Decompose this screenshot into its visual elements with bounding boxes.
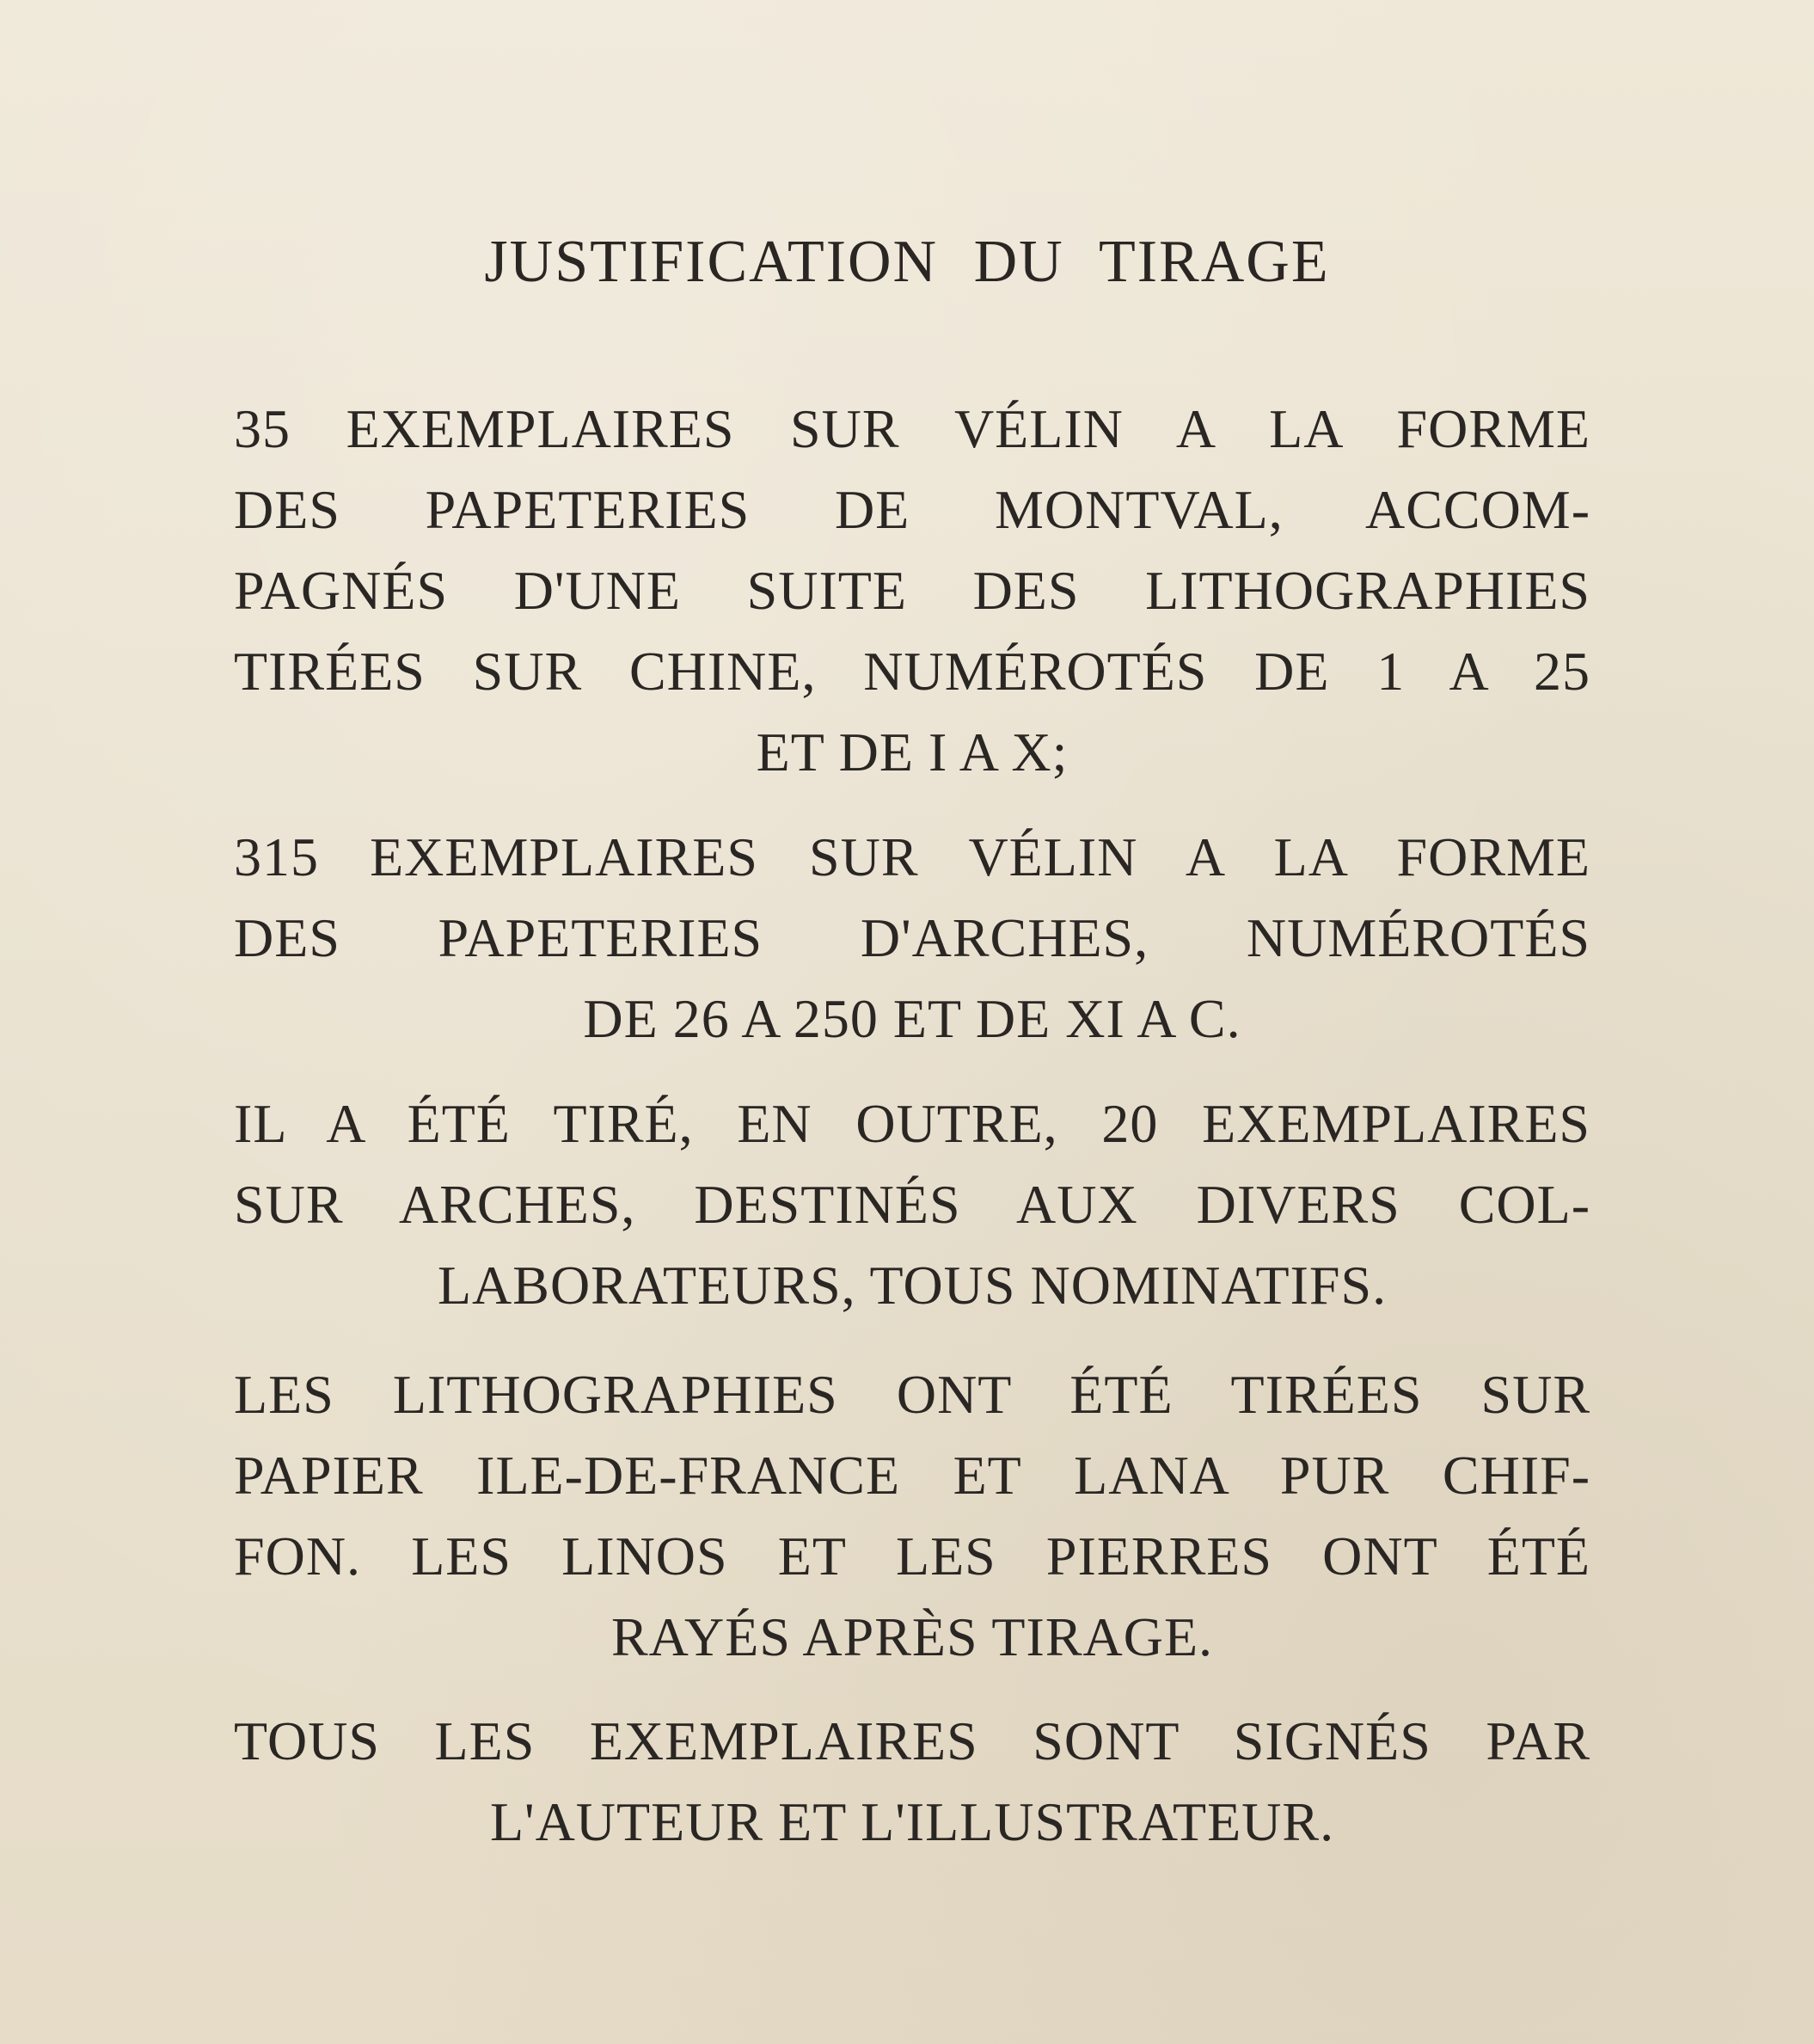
paragraph-5-line-2: L'AUTEUR ET L'ILLUSTRATEUR.: [489, 1791, 1335, 1852]
paragraph-2-line-2: DES PAPETERIES D'ARCHES, NUMÉROTÉS: [234, 907, 1590, 968]
paragraph-1: [234, 389, 1590, 793]
paragraph-4-line-4: RAYÉS APRÈS TIRAGE.: [610, 1606, 1214, 1667]
paragraph-1-line-5: ET DE I A X;: [756, 721, 1069, 783]
paragraph-1-line-1: 35 EXEMPLAIRES SUR VÉLIN A LA FORME: [234, 398, 1590, 459]
paragraph-5-line-1: TOUS LES EXEMPLAIRES SONT SIGNÉS PAR: [234, 1710, 1590, 1771]
paragraph-4-line-1: LES LITHOGRAPHIES ONT ÉTÉ TIRÉES SUR: [234, 1364, 1590, 1425]
paragraph-4-line-2: PAPIER ILE-DE-FRANCE ET LANA PUR CHIF-: [234, 1445, 1590, 1506]
paragraph-5: [234, 1701, 1590, 1863]
paragraph-1-line-2: DES PAPETERIES DE MONTVAL, ACCOM-: [234, 479, 1590, 540]
paragraph-3-line-2: SUR ARCHES, DESTINÉS AUX DIVERS COL-: [234, 1174, 1590, 1235]
paragraph-4-line-3: FON. LES LINOS ET LES PIERRES ONT ÉTÉ: [234, 1525, 1590, 1587]
paragraph-3-line-1: IL A ÉTÉ TIRÉ, EN OUTRE, 20 EXEMPLAIRES: [234, 1093, 1590, 1154]
paragraph-1-line-3: PAGNÉS D'UNE SUITE DES LITHOGRAPHIES: [234, 560, 1590, 621]
paragraph-1-line-4: TIRÉES SUR CHINE, NUMÉROTÉS DE 1 A 25: [234, 641, 1590, 702]
paragraph-2: [234, 817, 1590, 1059]
page-title: JUSTIFICATION DU TIRAGE: [484, 229, 1330, 295]
paragraph-2-line-1: 315 EXEMPLAIRES SUR VÉLIN A LA FORME: [234, 826, 1590, 887]
paragraph-4: [234, 1354, 1590, 1678]
paragraph-3: [234, 1083, 1590, 1326]
paragraph-2-line-3: DE 26 A 250 ET DE XI A C.: [583, 988, 1241, 1049]
paragraph-3-line-3: LABORATEURS, TOUS NOMINATIFS.: [437, 1255, 1388, 1316]
